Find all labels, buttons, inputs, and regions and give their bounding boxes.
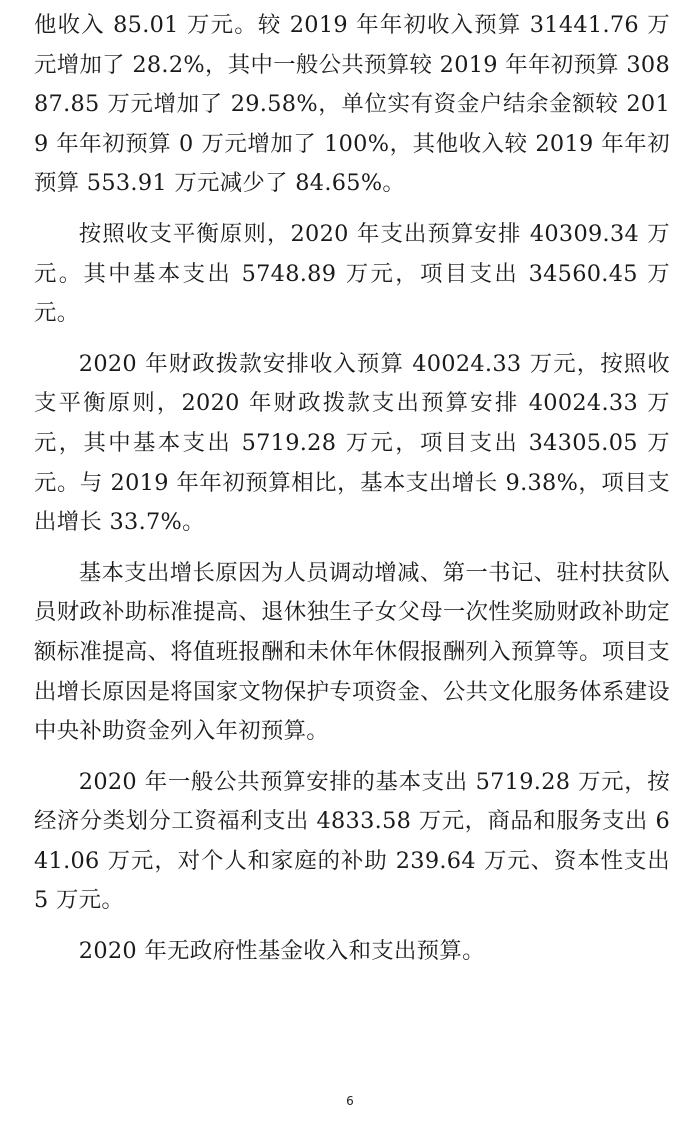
paragraph-government-fund: 2020 年无政府性基金收入和支出预算。 <box>78 938 485 965</box>
document-body <box>34 6 670 972</box>
page-number: 6 <box>346 1094 354 1108</box>
paragraph-fiscal-appropriation: 2020 年财政拨款安排收入预算 40024.33 万元，按照收支平衡原则，2020 年财政拨款支出预算安排 40024.33 万元，其中基本支出 5719.28 万元，项目支出 34305.05 万元。与 2019 年年初预算相比，基本支出增长 9.38%，项目支出增长 33.7%。 <box>34 350 670 536</box>
paragraph-expenditure-budget: 按照收支平衡原则，2020 年支出预算安排 40309.34 万元。其中基本支出 5748.89 万元，项目支出 34560.45 万元。 <box>34 220 670 327</box>
paragraph-growth-reasons: 基本支出增长原因为人员调动增减、第一书记、驻村扶贫队员财政补助标准提高、退休独生子女父母一次性奖励财政补助定额标准提高、将值班报酬和未休年休假报酬列入预算等。项目支出增长原因是将国家文物保护专项资金、公共文化服务体系建设中央补助资金列入年初预算。 <box>34 559 670 745</box>
paragraph-revenue-comparison: 他收入 85.01 万元。较 2019 年年初收入预算 31441.76 万元增加了 28.2%，其中一般公共预算较 2019 年年初预算 30887.85 万元增加了 29.58%，单位实有资金户结余金额较 2019 年年初预算 0 万元增加了 100%，其他收入较 2019 年年初预算 553.91 万元减少了 84.65%。 <box>34 12 670 197</box>
paragraph-economic-classification: 2020 年一般公共预算安排的基本支出 5719.28 万元，按经济分类划分工资福利支出 4833.58 万元，商品和服务支出 641.06 万元，对个人和家庭的补助 239.64 万元、资本性支出 5 万元。 <box>34 768 670 914</box>
